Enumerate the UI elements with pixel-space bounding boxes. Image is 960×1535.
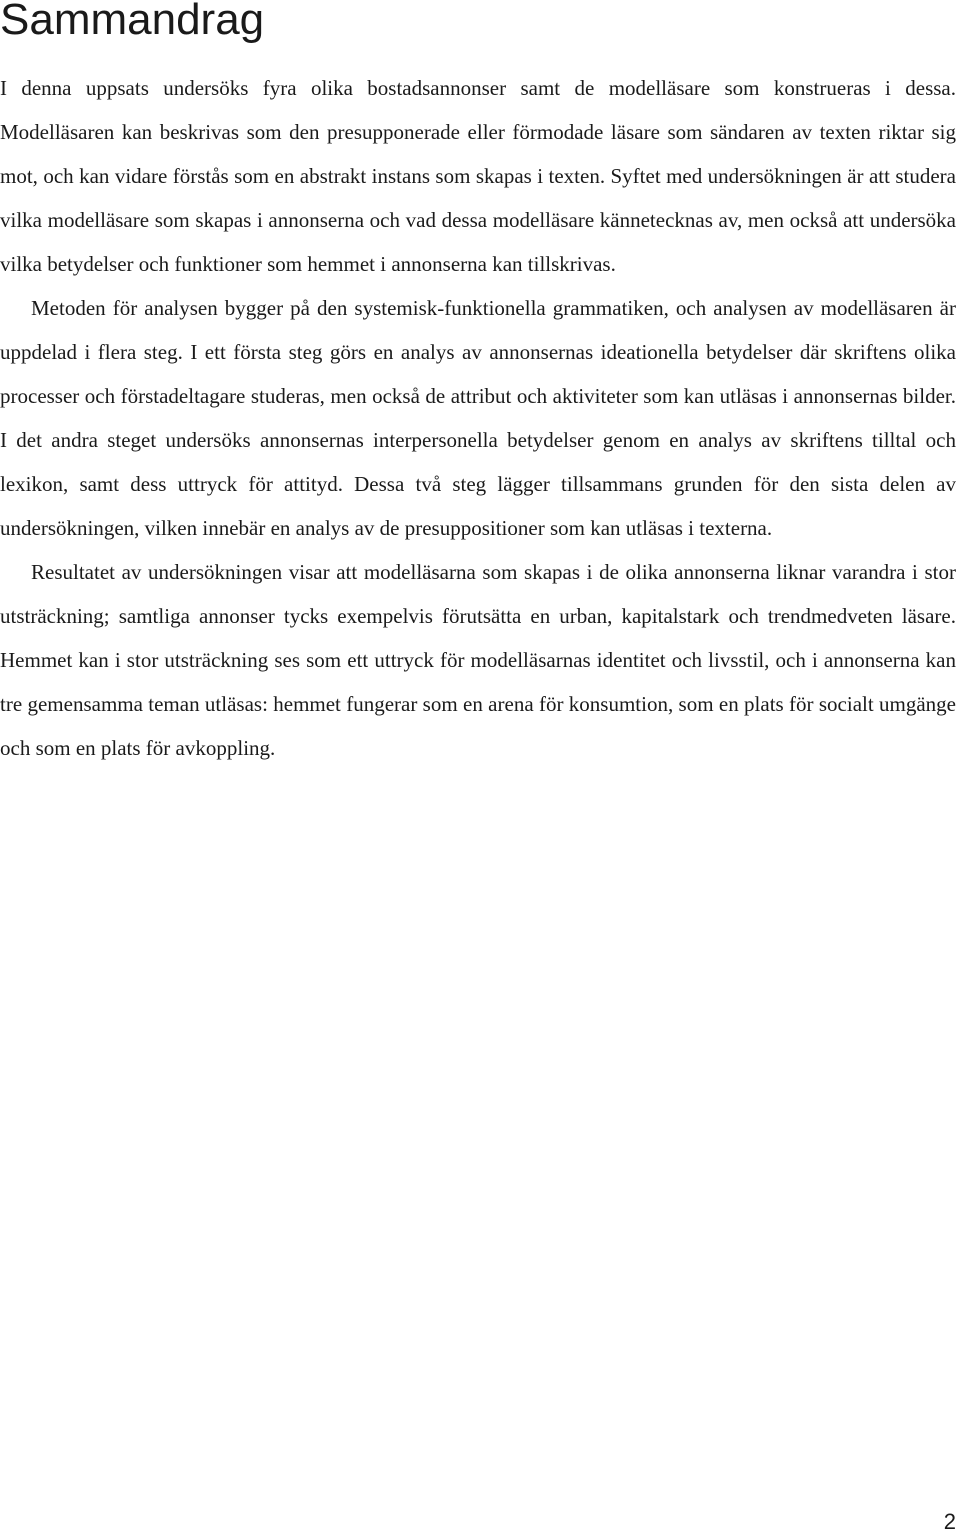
paragraph-2: Metoden för analysen bygger på den systemisk-funktionella grammatiken, och analysen av modelläsaren är uppdelad i flera steg. I ett första steg görs en analys av annonsernas ideationella betydelser där skriftens olika processer och förstadeltagare studeras, men också de attribut och aktiviteter som kan utläsas i annonsernas bilder. I det andra steget undersöks annonsernas interpersonella betydelser genom en analys av skriftens tilltal och lexikon, samt dess uttryck för attityd. Dessa två steg lägger tillsammans grunden för den sista delen av undersökningen, vilken innebär en analys av de presuppositioner som kan utläsas i texterna. <box>0 296 956 540</box>
page-title: Sammandrag <box>0 0 265 44</box>
paragraph-1: I denna uppsats undersöks fyra olika bostadsannonser samt de modelläsare som konstrueras i dessa. Modelläsaren kan beskrivas som den presupponerade eller förmodade läsare som sändaren av texten riktar sig mot, och kan vidare förstås som en abstrakt instans som skapas i texten. Syftet med undersökningen är att studera vilka modelläsare som skapas i annonserna och vad dessa modelläsare kännetecknas av, men också att undersöka vilka betydelser och funktioner som hemmet i annonserna kan tillskrivas. <box>0 76 956 276</box>
body-text <box>0 66 956 770</box>
page-number: 2 <box>943 1509 956 1534</box>
paragraph-3: Resultatet av undersökningen visar att modelläsarna som skapas i de olika annonserna liknar varandra i stor utsträckning; samtliga annonser tycks exempelvis förutsätta en urban, kapitalstark och trendmedveten läsare. Hemmet kan i stor utsträckning ses som ett uttryck för modelläsarnas identitet och livsstil, och i annonserna kan tre gemensamma teman utläsas: hemmet fungerar som en arena för konsumtion, som en plats för socialt umgänge och som en plats för avkoppling. <box>0 560 956 760</box>
